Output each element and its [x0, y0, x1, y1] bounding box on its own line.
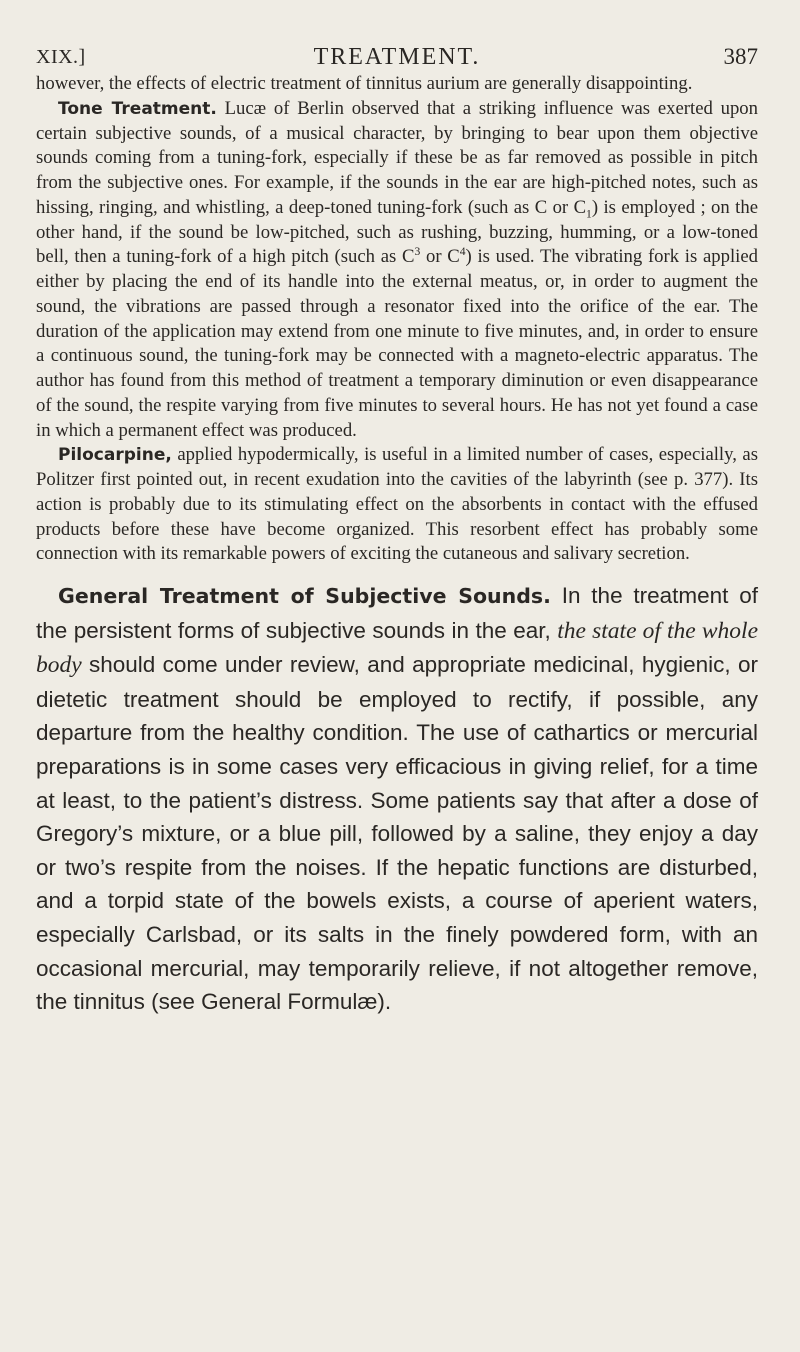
- tone-superscript-1: 3: [414, 245, 421, 259]
- general-text-1: In the treatment of the persistent forms of subjective sounds in the ear,: [36, 583, 758, 643]
- tone-text-3: or C: [420, 246, 460, 268]
- general-treatment-paragraph: [36, 579, 758, 1019]
- tone-subscript: 1: [586, 207, 592, 221]
- tone-superscript-2: 4: [459, 245, 466, 259]
- general-text-2: should come under review, and appropriate medicinal, hygienic, or dietetic treatment should be employed to rectify, if possible, any departure from the healthy condition. The use of cathartics or mercurial preparations is in some cases very efficacious in giving relief, for a time at least, to the patient’s distress. Some patients say that after a dose of Gregory’s mixture, or a blue pill, followed by a saline, they enjoy a day or two’s respite from the noises. If the hepatic functions are disturbed, and a torpid state of the bowels exists, a course of aperient waters, especially Carlsbad, or its salts in the finely powdered form, with an occasional mercurial, may temporarily relieve, if not altogether remove, the tinnitus (see General Formulæ).: [36, 652, 758, 1015]
- general-treatment-heading: General Treatment of Subjective Sounds.: [58, 584, 551, 608]
- book-page: [36, 10, 758, 1019]
- running-title: TREATMENT.: [313, 44, 481, 70]
- pilocarpine-heading: Pilocarpine,: [58, 445, 172, 466]
- small-type-section: [36, 72, 758, 567]
- general-italic-phrase: the state of the whole body: [36, 617, 758, 679]
- running-head: [36, 10, 758, 72]
- tone-treatment-heading: Tone Treatment.: [58, 98, 217, 119]
- tone-text-4: ) is used. The vibrating fork is applied either by placing the end of its handle into the external meatus, or, in order to augment the sound, the vibrations are passed through a resonator fixed into the orifice of the ear. The duration of the application may extend from one minute to five minutes, and, in order to ensure a continuous sound, the tuning-fork may be connected with a magneto-electric apparatus. The author has found from this method of treatment a temporary diminution or even disappearance of the sound, the respite varying from five minutes to several hours. He has not yet found a case in which a permanent effect was produced.: [36, 246, 759, 441]
- tone-text-1: Lucæ of Berlin observed that a striking influence was exerted upon certain subjective sounds, of a musical character, by bringing to bear upon them objective sounds coming from a tuning-fork, especially if these be as far removed as possible in pitch from the subjective ones. For example, if the sounds in the ear are high-pitched notes, such as hissing, ringing, and whistling, a deep-toned tuning-fork (such as C or C: [36, 97, 758, 218]
- pilocarpine-paragraph: [36, 443, 758, 567]
- pilocarpine-text: applied hypodermically, is useful in a limited number of cases, especially, as Politzer first pointed out, in recent exudation into the cavities of the labyrinth (see p. 377). Its action is probably due to its stimulating effect on the absorbents in contact with the effused products before these have become organized. This resorbent effect has probably some connection with its remarkable powers of exciting the cutaneous and salivary secretion.: [36, 444, 758, 565]
- intro-paragraph: however, the effects of electric treatment of tinnitus aurium are generally disappointing.: [36, 73, 693, 94]
- tone-text-2: ) is employed ; on the other hand, if the sound be low-pitched, such as rushing, buzzing, humming, or a low-toned bell, then a tuning-fork of a high pitch (such as C: [36, 196, 758, 268]
- chapter-reference: XIX.]: [36, 46, 86, 68]
- tone-treatment-paragraph: [36, 97, 758, 444]
- page-number: 387: [723, 44, 758, 69]
